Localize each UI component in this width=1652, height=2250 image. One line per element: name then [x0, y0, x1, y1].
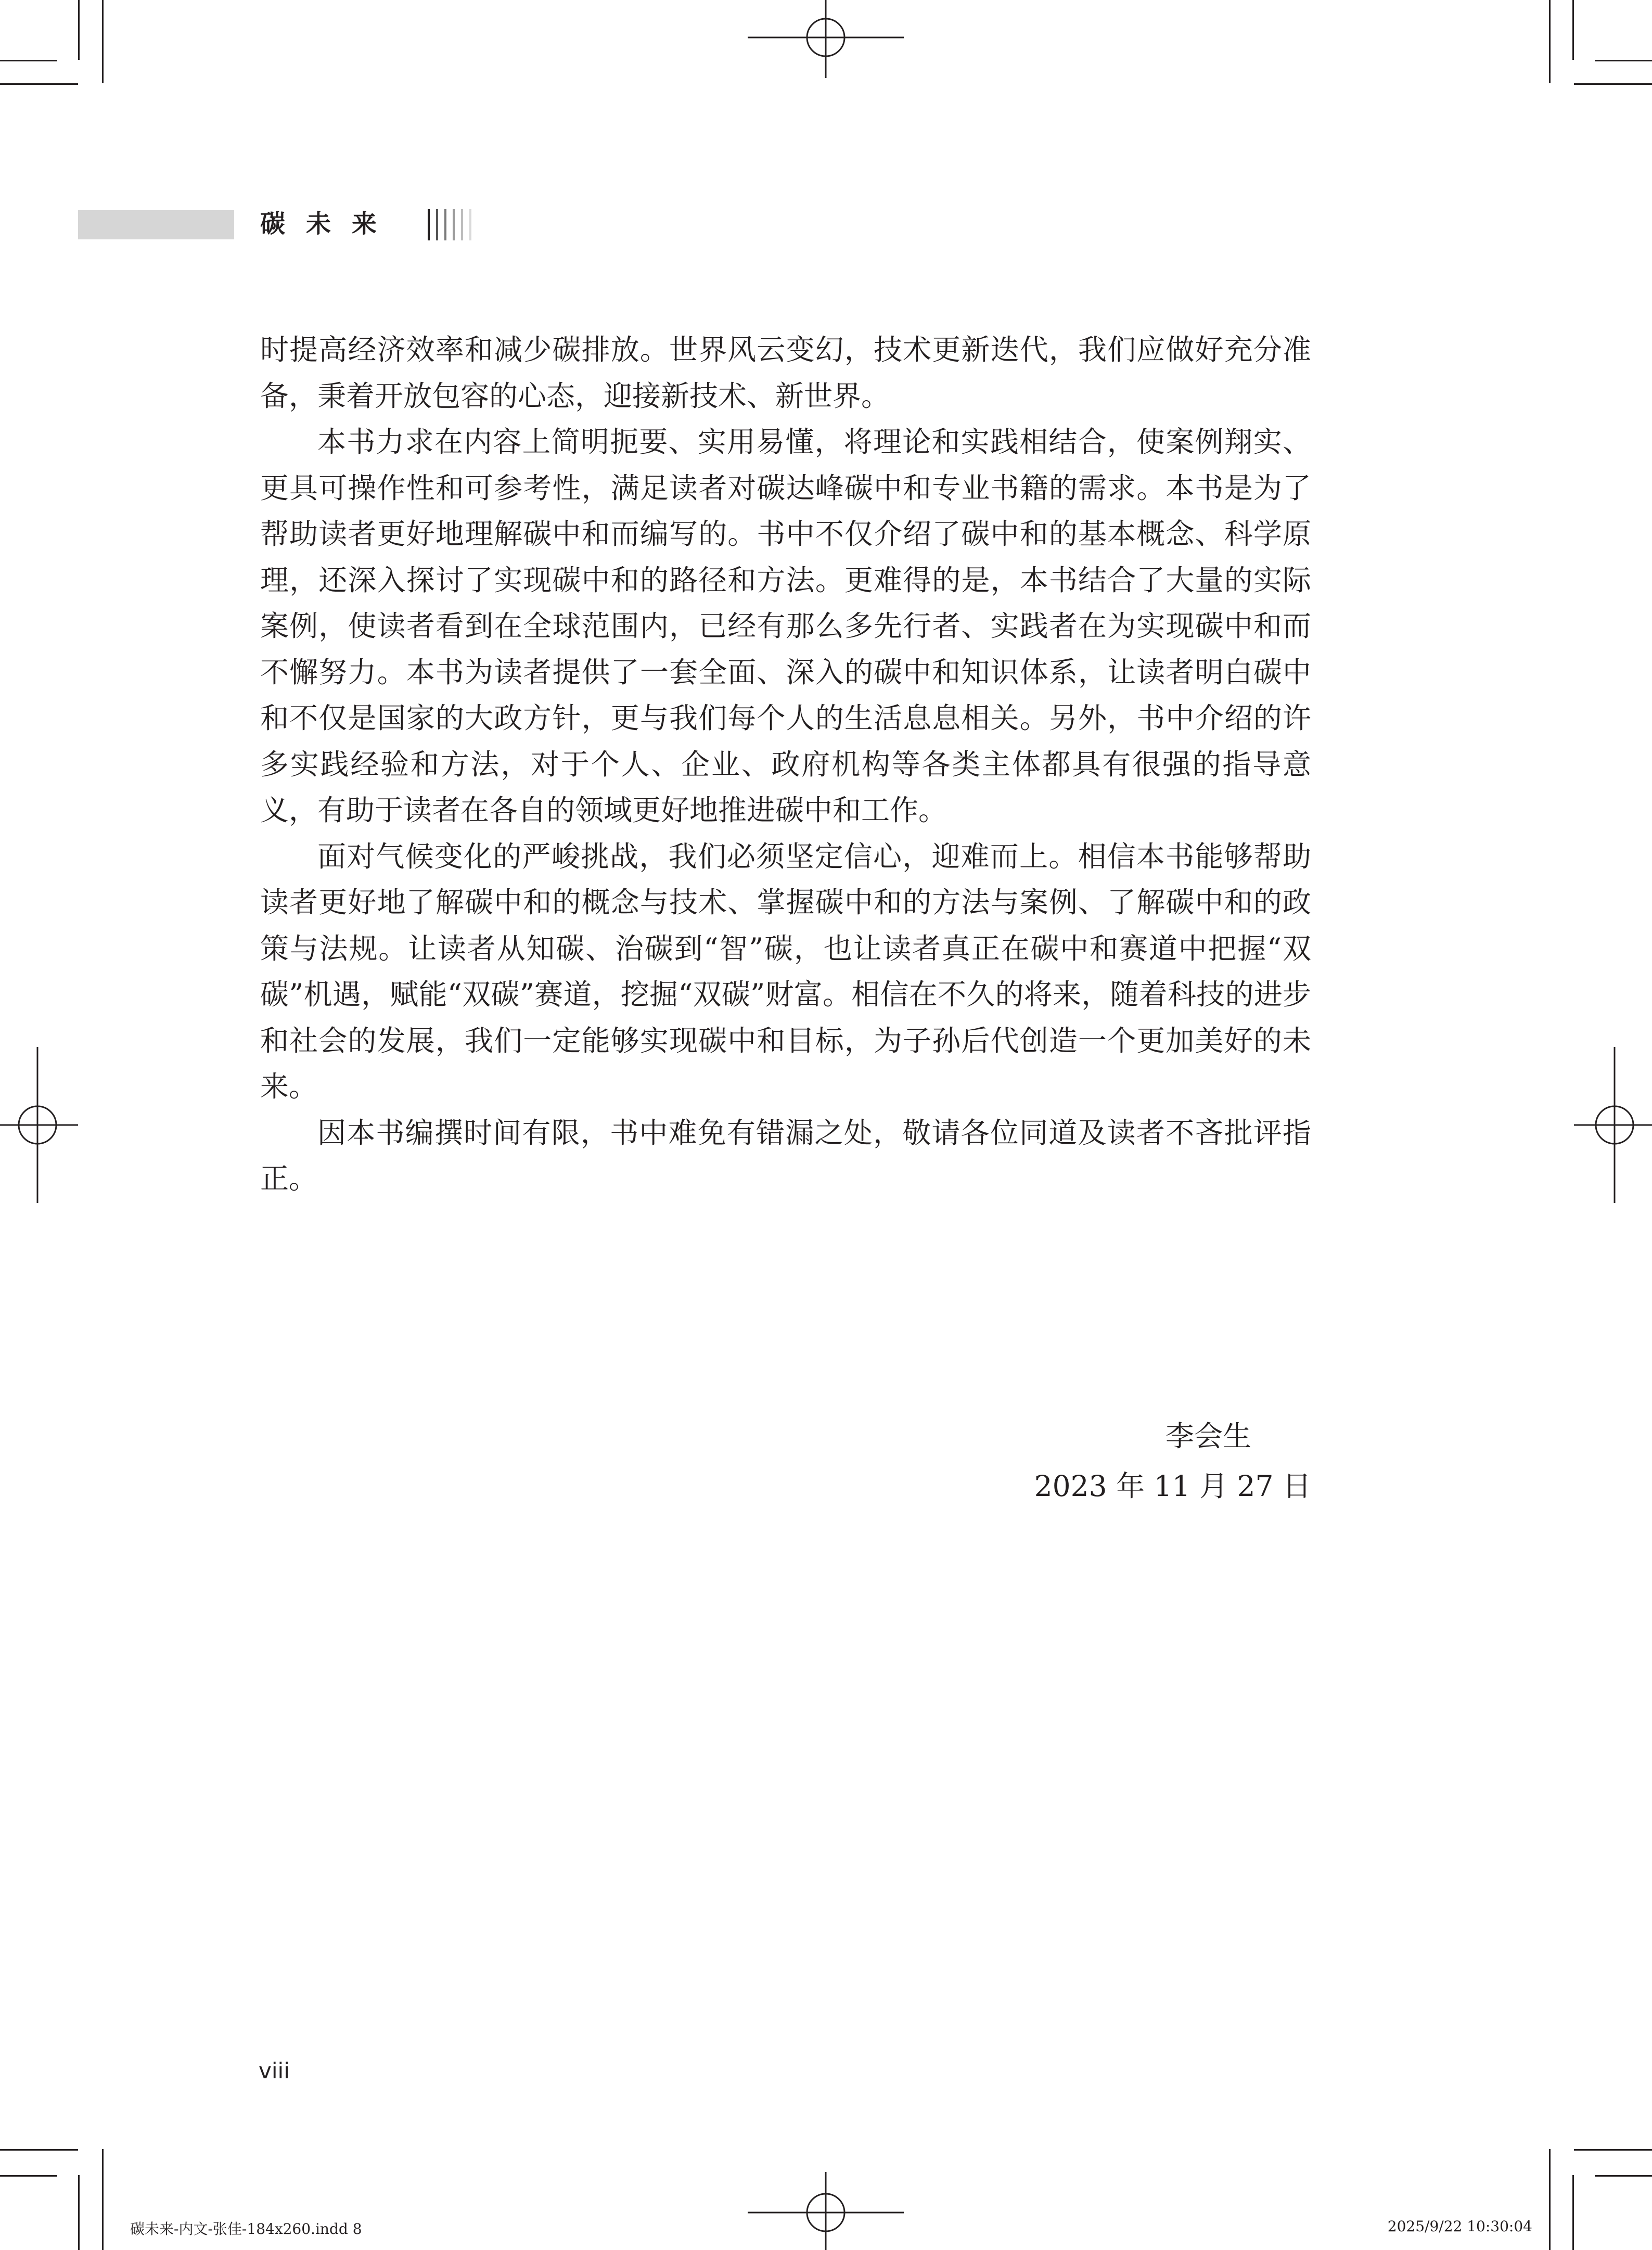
running-header-bar	[78, 210, 234, 239]
registration-mark-top	[748, 0, 904, 78]
crop-mark-top-right-vertical	[1549, 0, 1551, 83]
running-header-stripes	[428, 209, 485, 240]
signature-date: 2023 年 11 月 27 日	[1034, 1469, 1311, 1503]
registration-mark-right	[1574, 1047, 1652, 1203]
crop-mark-top-right-horizontal	[1574, 83, 1652, 85]
crop-mark-bottom-right-bleed-vertical	[1572, 2175, 1574, 2250]
crop-mark-bottom-left-bleed-vertical	[78, 2175, 80, 2250]
page-number: viii	[259, 2058, 290, 2083]
registration-mark-left	[0, 1047, 78, 1203]
crop-mark-top-left-bleed-vertical	[78, 0, 80, 60]
crop-mark-bottom-right-bleed-horizontal	[1595, 2175, 1652, 2177]
crop-mark-top-right-bleed-horizontal	[1595, 60, 1652, 61]
crop-mark-bottom-right-horizontal	[1574, 2149, 1652, 2151]
running-header-title: 碳未来	[260, 209, 398, 238]
crop-mark-bottom-right-vertical	[1549, 2149, 1551, 2250]
slug-file-info: 碳未来-内文-张佳-184x260.indd 8	[130, 2220, 362, 2238]
signature-block	[1034, 1411, 1311, 1511]
body-paragraph-4: 因本书编撰时间有限，书中难免有错漏之处，敬请各位同道及读者不吝批评指正。	[260, 1116, 1311, 1195]
body-paragraph-3: 面对气候变化的严峻挑战，我们必须坚定信心，迎难而上。相信本书能够帮助读者更好地了解碳中和的概念与技术、掌握碳中和的方法与案例、了解碳中和的政策与法规。让读者从知碳、治碳到“智”碳，也让读者真正在碳中和赛道中把握“双碳”机遇，赋能“双碳”赛道，挖掘“双碳”财富。相信在不久的将来，随着科技的进步和社会的发展，我们一定能够实现碳中和目标，为子孙后代创造一个更加美好的未来。	[260, 839, 1311, 1103]
crop-mark-bottom-left-horizontal	[0, 2149, 78, 2151]
signature-author: 李会生	[1165, 1420, 1251, 1453]
crop-mark-bottom-left-vertical	[102, 2149, 104, 2250]
crop-mark-top-left-bleed-horizontal	[0, 60, 57, 61]
body-paragraph-2: 本书力求在内容上简明扼要、实用易懂，将理论和实践相结合，使案例翔实、更具可操作性和可参考性，满足读者对碳达峰碳中和专业书籍的需求。本书是为了帮助读者更好地理解碳中和而编写的。书中不仅介绍了碳中和的基本概念、科学原理，还深入探讨了实现碳中和的路径和方法。更难得的是，本书结合了大量的实际案例，使读者看到在全球范围内，已经有那么多先行者、实践者在为实现碳中和而不懈努力。本书为读者提供了一套全面、深入的碳中和知识体系，让读者明白碳中和不仅是国家的大政方针，更与我们每个人的生活息息相关。另外，书中介绍的许多实践经验和方法，对于个人、企业、政府机构等各类主体都具有很强的指导意义，有助于读者在各自的领域更好地推进碳中和工作。	[260, 425, 1311, 827]
slug-timestamp: 2025/9/22 10:30:04	[1387, 2218, 1532, 2235]
crop-mark-top-left-horizontal	[0, 83, 78, 85]
body-paragraph-1: 时提高经济效率和减少碳排放。世界风云变幻，技术更新迭代，我们应做好充分准备，秉着开放包容的心态，迎接新技术、新世界。	[260, 333, 1311, 413]
crop-mark-bottom-left-bleed-horizontal	[0, 2175, 57, 2177]
body-text	[260, 327, 1311, 1202]
crop-mark-top-left-vertical	[102, 0, 104, 83]
registration-mark-bottom	[748, 2172, 904, 2250]
crop-mark-top-right-bleed-vertical	[1572, 0, 1574, 60]
